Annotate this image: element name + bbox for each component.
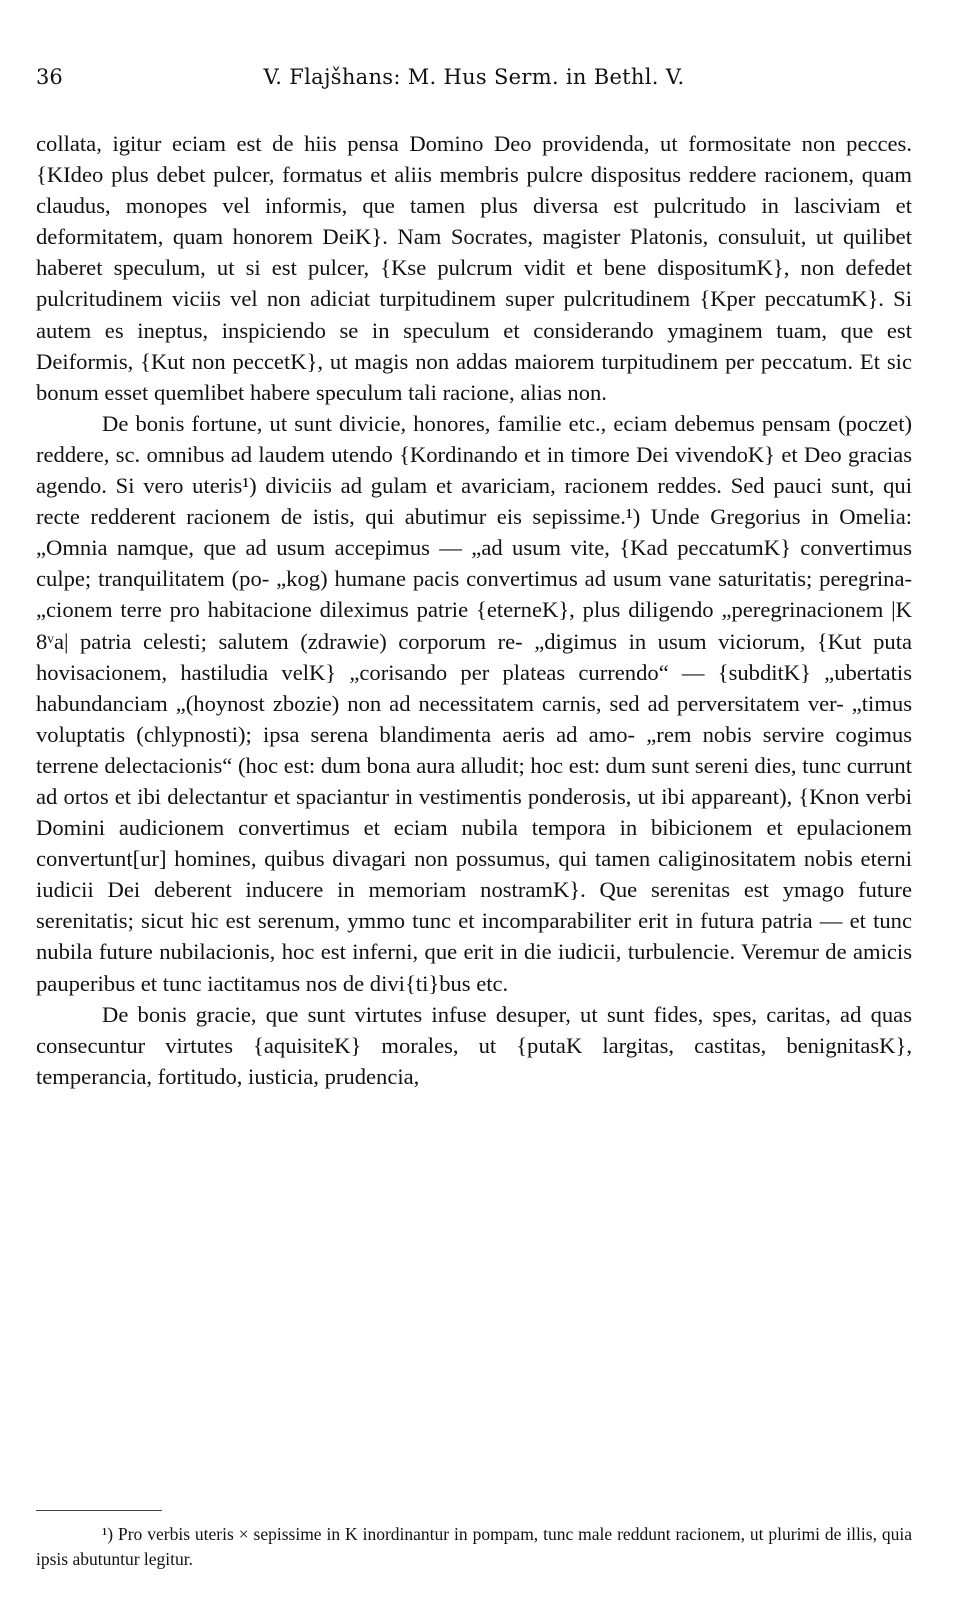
footnote-text: ¹) Pro verbis uteris × sepissime in K inordinantur in pompam, tunc male reddunt racionem, ut plurimi de illis, quia ipsis abutuntur legitur. <box>36 1524 912 1569</box>
footnote-divider <box>36 1510 162 1511</box>
paragraph: collata, igitur eciam est de hiis pensa Domino Deo providenda, ut formositate non pecces. {KIdeo plus debet pulcer, formatus et aliis membris pulcre dispositus reddere racionem, quam claudus, monopes vel informis, que tamen plus diversa est pulcritudo in lasciviam et deformitatem, quam honorem DeiK}. Nam Socrates, magister Platonis, consuluit, ut quilibet haberet speculum, ut si est pulcer, {Kse pulcrum vidit et bene dispositumK}, non defedet pulcritudinem viciis vel non adiciat turpitudinem super pulcritudinem {Kper peccatumK}. Si autem es ineptus, inspiciendo se in speculum et considerando ymaginem tuam, que est Deiformis, {Kut non peccetK}, ut magis non addas maiorem turpitudinem per peccatum. Et sic bonum esset quemlibet habere speculum tali racione, alias non. <box>36 131 912 405</box>
page-header <box>36 62 912 92</box>
footnote <box>36 1522 912 1572</box>
page-number: 36 <box>36 65 63 89</box>
paragraph: De bonis fortune, ut sunt divicie, honores, familie etc., eciam debemus pensam (poczet) reddere, sc. omnibus ad laudem utendo {Kordinando et in timore Dei vivendoK} et Deo gracias agendo. Si vero uteris¹) diviciis ad gulam et avariciam, racionem reddes. Sed pauci sunt, qui recte redderent racionem de istis, qui abutimur eis sepissime.¹) Unde Gregorius in Omelia: „Omnia namque, que ad usum accepimus — „ad usum vite, {Kad peccatumK} convertimus culpe; tranquilitatem (po- „kog) humane pacis convertimus ad usum vane saturitatis; peregrina- „cionem terre pro habitacione dileximus patrie {eterneK}, plus diligendo „peregrinacionem |K 8ᵛa| patria celesti; salutem (zdrawie) corporum re- „digimus in usum viciorum, {Kut puta hovisacionem, hastiludia velK} „corisando per plateas currendo“ — {subditK} „ubertatis habundanciam „(hoynost zbozie) non ad necessitatem carnis, sed ad perversitatem ver- „timus voluptatis (chlypnosti); ipsa serena blandimenta aeris ad amo- „rem nobis servire cogimus terrene delectacionis“ (hoc est: dum bona aura alludit; hoc est: dum sunt sereni dies, tunc currunt ad ortos et ibi delectantur et spaciantur in vestimentis ponderosis, ut ibi appareant), {Knon verbi Domini audicionem convertimus et eciam nubila tempora in bibicionem et epulacionem convertunt[ur] homines, quibus divagari non possumus, qui tamen caliginositatem nobis eterni iudicii Dei deberent inducere in memoriam nostramK}. Que serenitas est ymago future serenitatis; sicut hic est serenum, ymmo tunc et incomparabiliter erit in futura patria — et tunc nubila future nubilacionis, hoc est inferni, que erit in die iudicii, turbulencie. Veremur de amicis pauperibus et tunc iactitamus nos de divi{ti}bus etc. <box>36 410 912 996</box>
paragraph: De bonis gracie, que sunt virtutes infuse desuper, ut sunt fides, spes, caritas, ad quas consecuntur virtutes {aquisiteK} morales, ut {putaK largitas, castitas, benignitasK}, temperancia, fortitudo, iusticia, prudencia, <box>36 1001 912 1089</box>
running-title: V. Flajšhans: M. Hus Serm. in Bethl. V. <box>263 65 685 89</box>
body-text <box>36 128 912 1092</box>
